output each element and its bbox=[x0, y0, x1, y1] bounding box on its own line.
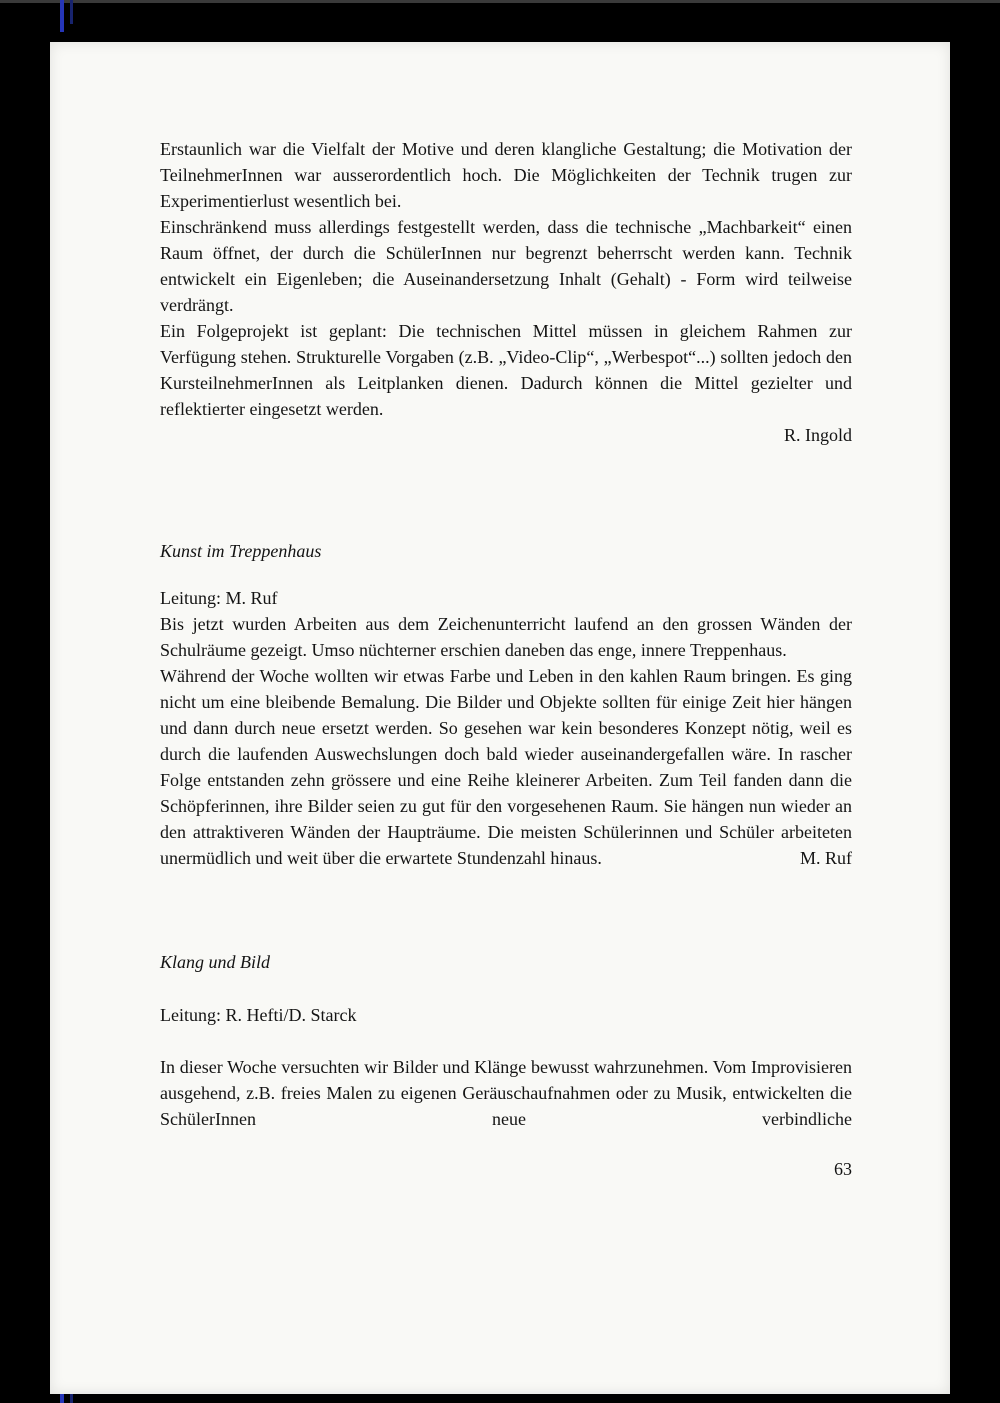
kunst-paragraph-with-signature bbox=[160, 663, 852, 871]
page-number: 63 bbox=[834, 1159, 852, 1179]
scan-artifact-top bbox=[60, 0, 64, 32]
kunst-paragraph: Bis jetzt wurden Arbeiten aus dem Zeichenunterricht laufend an den grossen Wänden der Schulräume gezeigt. Umso nüchterner erschien daneben das enge, innere Treppenhaus. bbox=[160, 614, 852, 660]
intro-paragraph: Einschränkend muss allerdings festgestellt werden, dass die technische „Machbarkeit“ einen Raum öffnet, der durch die SchülerInnen nur begrenzt beherrscht werden kann. Technik entwickelt ein Eigenleben; die Auseinandersetzung Inhalt (Gehalt) - Form wird teilweise verdrängt. bbox=[160, 217, 852, 315]
intro-paragraph: Erstaunlich war die Vielfalt der Motive und deren klangliche Gestaltung; die Motivation der TeilnehmerInnen war ausserordentlich hoch. Die Möglichkeiten der Technik trugen zur Experimentierlust wesentlich bei. bbox=[160, 139, 852, 211]
leader-line-kunst: Leitung: M. Ruf bbox=[160, 588, 278, 608]
heading-klang-und-bild: Klang und Bild bbox=[160, 952, 271, 972]
leader-line-klang: Leitung: R. Hefti/D. Starck bbox=[160, 1005, 357, 1025]
klang-paragraph: In dieser Woche versuchten wir Bilder und Klänge bewusst wahrzunehmen. Vom Improvisieren ausgehend, z.B. freies Malen zu eigenen Geräuschaufnahmen oder zu Musik, entwickelten die SchülerInnen neue verbindliche bbox=[160, 1057, 852, 1129]
signature-m-ruf: M. Ruf bbox=[799, 848, 852, 868]
intro-paragraph: Ein Folgeprojekt ist geplant: Die technischen Mittel müssen in gleichem Rahmen zur Verfügung stehen. Strukturelle Vorgaben (z.B. „Video-Clip“, „Werbespot“...) sollten jedoch den KursteilnehmerInnen als Leitplanken dienen. Dadurch können die Mittel gezielter und reflektierter eingesetzt werden. bbox=[160, 321, 852, 419]
book-page bbox=[50, 42, 950, 1394]
heading-kunst-im-treppenhaus: Kunst im Treppenhaus bbox=[160, 541, 322, 561]
kunst-paragraph: Während der Woche wollten wir etwas Farbe und Leben in den kahlen Raum bringen. Es ging nicht um eine bleibende Bemalung. Die Bilder und Objekte sollten für einige Zeit hier hängen und dann durch neue ersetzt werden. So gesehen war kein besonderes Konzept nötig, weil es durch die laufenden Auswechslungen doch bald wieder auseinandergefallen wäre. In rascher Folge entstanden zehn grössere und eine Reihe kleinerer Arbeiten. Zum Teil fanden dann die Schöpferinnen, ihre Bilder seien zu gut für den vorgesehenen Raum. Sie hängen nun wieder an den attraktiveren Wänden der Haupträume. Die meisten Schülerinnen und Schüler arbeiteten unermüdlich und weit über die erwartete Stundenzahl hinaus. bbox=[160, 666, 852, 868]
signature-r-ingold: R. Ingold bbox=[783, 425, 852, 445]
page-content bbox=[160, 136, 852, 1182]
scan-artifact-top bbox=[70, 0, 73, 24]
scan-edge bbox=[0, 0, 1000, 3]
